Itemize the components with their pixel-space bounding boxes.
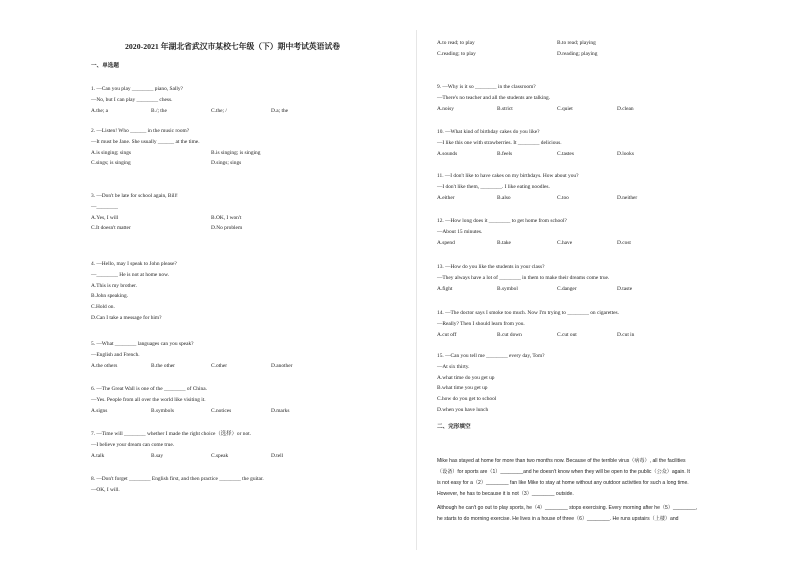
section-heading-single-choice: 一、单选题 — [91, 63, 119, 69]
answer-option: D.taste — [617, 285, 633, 292]
answer-option: C.the; / — [211, 107, 227, 114]
answer-option: D.clean — [617, 105, 634, 112]
answer-option: A.signs — [91, 407, 108, 414]
answer-option: C.cut out — [557, 331, 577, 338]
question-line: 2. —Listen! Who ______ in the music room? — [91, 128, 190, 134]
answer-option: D.neither — [617, 194, 638, 201]
question-line: 10. —What kind of birthday cakes do you like? — [437, 129, 540, 135]
question-line: —________ He is not at home now. — [91, 271, 169, 278]
answer-option: A.talk — [91, 452, 105, 459]
question-line: 14. —The doctor says I smoke too much. Now I'm trying to ________ on cigarettes. — [437, 310, 619, 316]
passage-line: Mike has stayed at home for more than two months now. Because of the terrible virus（病毒）, all the facilities — [437, 458, 686, 464]
answer-option: B.say — [151, 452, 164, 459]
question-line: 12. —How long does it ________ to get home from school? — [437, 218, 567, 224]
answer-option: B.what time you get up — [437, 385, 488, 392]
answer-option: D.another — [271, 362, 293, 369]
answer-option: C.have — [557, 239, 573, 246]
answer-option: B.is singing; is singing — [211, 149, 261, 156]
question-line: —________ — [91, 203, 118, 210]
question-line: —There's no teacher and all the students are talking. — [437, 94, 551, 101]
question-line: —I like this one with strawberries. It ________ delicious. — [437, 139, 562, 146]
answer-option: B.the other — [151, 362, 175, 369]
question-line: —OK, I will. — [91, 486, 120, 493]
question-line: —Yes. People from all over the world like visiting it. — [91, 396, 206, 403]
answer-option: C.speak — [211, 452, 229, 459]
passage-line: However, he has to because it is not（3）________ outside. — [437, 491, 574, 497]
question-line: 13. —How do you like the students in your class? — [437, 264, 545, 270]
passage-line: Although he can't go out to play sports, he（4）________ stops exercising. Every morning after he（5）________, — [437, 505, 698, 511]
answer-option: A.cut off — [437, 331, 457, 338]
answer-option: B./; the — [151, 107, 167, 114]
answer-option: C.danger — [557, 285, 577, 292]
answer-option: A.is singing; sings — [91, 149, 131, 156]
question-line: 3. —Don't be late for school again, Bill! — [91, 193, 178, 199]
passage-line: he starts to do morning exercise. He lives in a house of three（6）________. He runs upstairs（上楼）and — [437, 516, 679, 522]
answer-option: A.This is my brother. — [91, 282, 137, 289]
answer-option: C.It doesn't matter — [91, 225, 131, 232]
question-line: 1. —Can you play ________ piano, Sally? — [91, 86, 183, 92]
question-line: 5. —What ________ languages can you speak? — [91, 341, 194, 347]
section-heading-cloze: 二、完形填空 — [437, 424, 471, 430]
answer-option: A.noisy — [437, 105, 454, 112]
answer-option: B.to read; playing — [557, 40, 596, 46]
exam-title: 2020-2021 年湖北省武汉市某校七年级（下）期中考试英语试卷 — [125, 42, 341, 51]
question-line: 8. —Don't forget ________ English first, and then practice ________ the guitar. — [91, 476, 264, 482]
question-line: —I believe your dream can come true. — [91, 441, 175, 448]
answer-option: C.too — [557, 194, 569, 201]
question-line: 6. —The Great Wall is one of the ________ of China. — [91, 386, 207, 392]
answer-option: D.looks — [617, 150, 634, 157]
answer-option: A.the; a — [91, 107, 109, 114]
answer-option: A.what time do you get up — [437, 374, 495, 381]
question-line: 11. —I don't like to have cakes on my birthdays. How about you? — [437, 173, 579, 179]
answer-option: C.other — [211, 362, 228, 369]
answer-option: A.spend — [437, 239, 455, 246]
answer-option: A.fight — [437, 285, 453, 292]
question-line: 4. —Hello, may I speak to John please? — [91, 261, 177, 267]
question-line: 9. —Why is it so ________ in the classroom? — [437, 84, 536, 90]
question-line: —Really? Then I should learn from you. — [437, 320, 525, 327]
answer-option: B.OK, I won't — [211, 214, 242, 221]
answer-option: D.cut in — [617, 331, 635, 338]
question-line: —At six thirty. — [437, 363, 470, 370]
answer-option: D.No problem — [211, 225, 243, 232]
question-line: —I don't like them, ________. I like eating noodles. — [437, 183, 550, 190]
answer-option: D.tell — [271, 452, 284, 459]
answer-option: B.take — [497, 239, 511, 246]
answer-option: A.either — [437, 194, 455, 201]
answer-option: B.feels — [497, 150, 513, 157]
answer-option: A.the others — [91, 362, 118, 369]
answer-option: D.marks — [271, 407, 290, 414]
answer-option: B.also — [497, 194, 511, 201]
answer-option: C.tastes — [557, 150, 574, 157]
answer-option: C.how do you get to school — [437, 396, 497, 403]
answer-option: A.sounds — [437, 150, 458, 157]
column-divider — [416, 30, 417, 550]
question-line: —It must be Jane. She usually ______ at the time. — [91, 138, 200, 145]
answer-option: B.symbols — [151, 407, 174, 414]
answer-option: C.reading; to play — [437, 50, 476, 57]
answer-option: D.when you have lunch — [437, 407, 489, 413]
answer-option: C.sings; is singing — [91, 160, 131, 167]
answer-option: D.cost — [617, 239, 631, 246]
question-line: —About 15 minutes. — [437, 228, 483, 235]
passage-line: （设备）for sports are（1）________and he doesn't know when they will be open to the public（公众）again. It — [437, 469, 690, 475]
answer-option: C.notices — [211, 407, 232, 414]
question-line: —No, but I can play ________ chess. — [91, 96, 173, 103]
answer-option: D.Can I take a message for him? — [91, 315, 162, 321]
answer-option: B.symbol — [497, 285, 518, 292]
answer-option: C.Hold on. — [91, 304, 115, 311]
question-line: 15. —Can you tell me ________ every day, Tom? — [437, 353, 545, 359]
answer-option: A.Yes, I will — [91, 214, 119, 221]
answer-option: D.sings; sings — [211, 160, 242, 167]
answer-option: B.strict — [497, 105, 513, 112]
passage-line: is not easy for a（2）________ fan like Mike to stay at home without any outdoor activities for such a long time. — [437, 480, 689, 486]
answer-option: B.cut down — [497, 331, 522, 338]
answer-option: C.quiet — [557, 105, 573, 112]
question-line: —English and French. — [91, 351, 140, 358]
answer-option: D.a; the — [271, 107, 289, 114]
question-line: —They always have a lot of ________ in them to make their dreams come true. — [437, 274, 610, 281]
answer-option: A.to read; to play — [437, 40, 475, 46]
question-line: 7. —Time will ________ whether I made the right choice（选择）or not. — [91, 431, 251, 437]
answer-option: B.John speaking. — [91, 293, 128, 300]
answer-option: D.reading; playing — [557, 50, 598, 57]
